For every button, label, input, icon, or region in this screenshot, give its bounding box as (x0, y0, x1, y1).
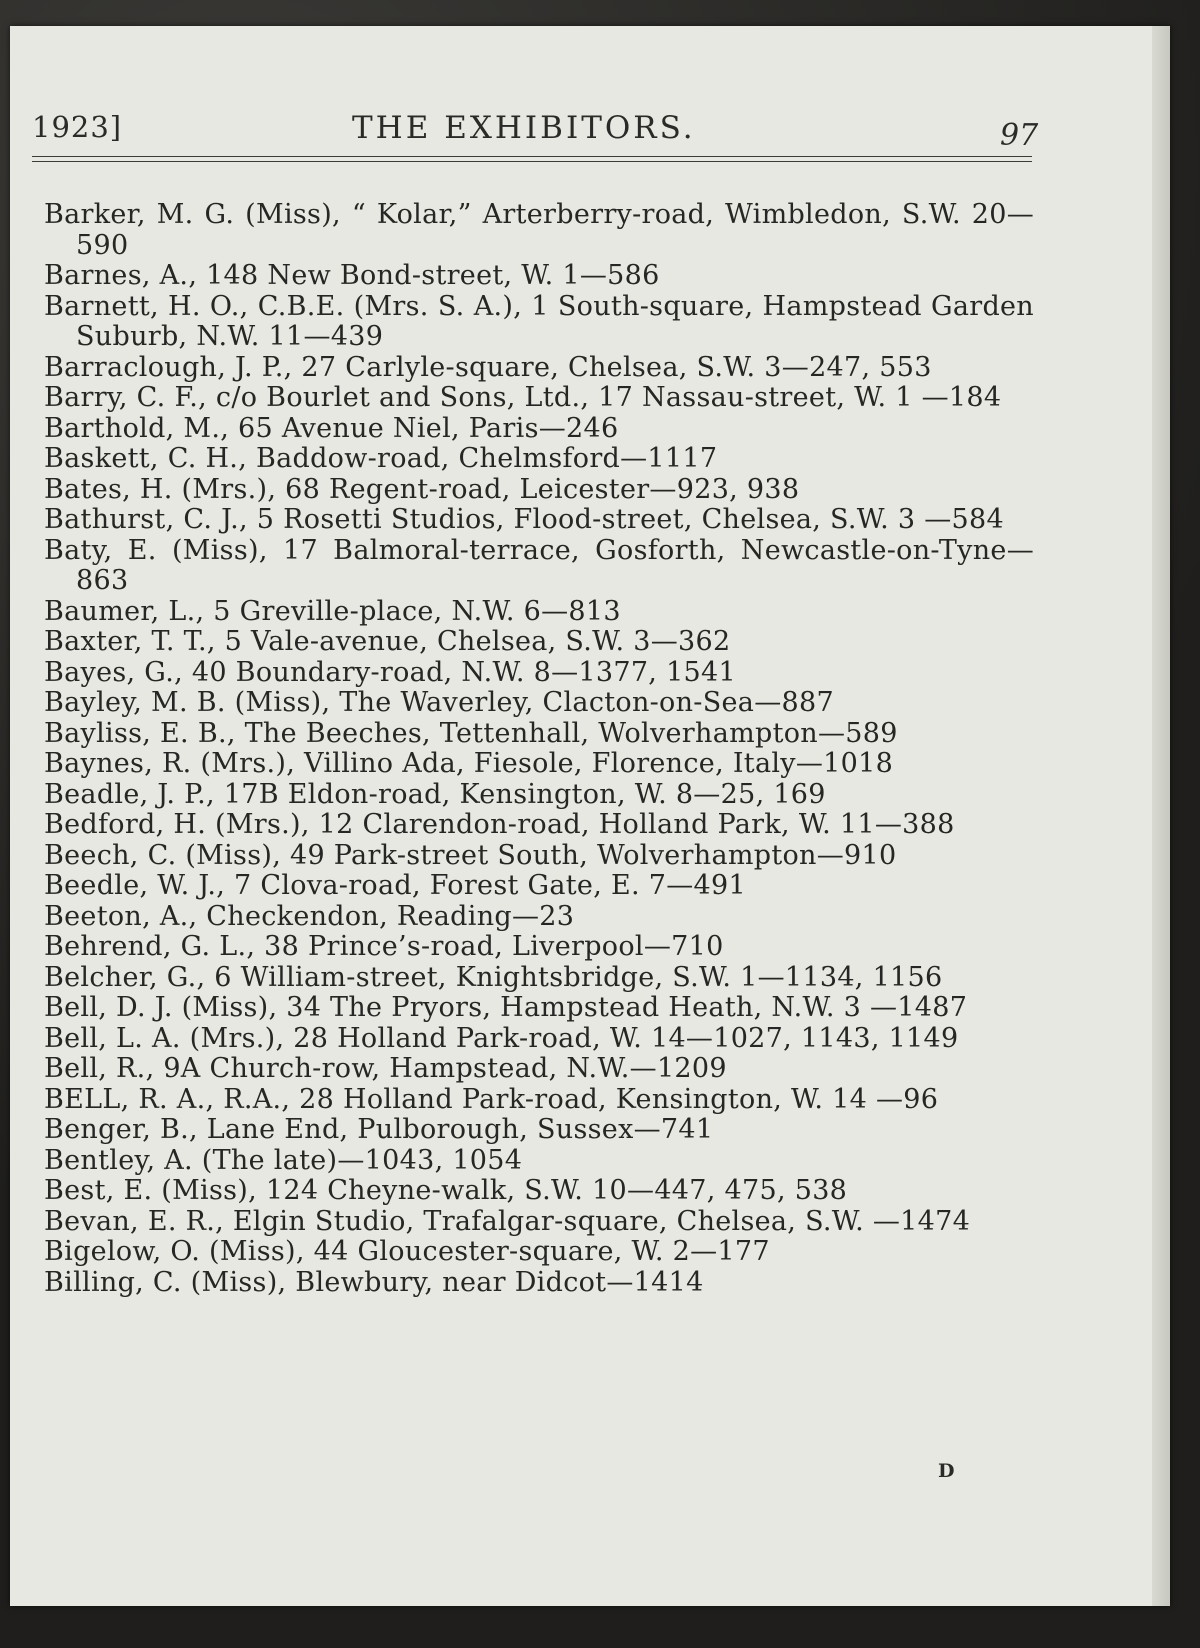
exhibitor-list (44, 200, 1034, 1298)
list-item: Bathurst, C. J., 5 Rosetti Studios, Flood-street, Chelsea, S.W. 3 —584 (44, 504, 1004, 535)
list-item: Bayes, G., 40 Boundary-road, N.W. 8—1377, 1541 (44, 656, 736, 688)
signature-mark: D (938, 1460, 955, 1482)
list-item: Barraclough, J. P., 27 Carlyle-square, Chelsea, S.W. 3—247, 553 (44, 351, 932, 383)
list-item: Bell, D. J. (Miss), 34 The Pryors, Hampstead Heath, N.W. 3 —1487 (44, 992, 968, 1023)
list-item: Bates, H. (Mrs.), 68 Regent-road, Leicester—923, 938 (44, 473, 800, 505)
list-item: Beadle, J. P., 17B Eldon-road, Kensington, W. 8—25, 169 (44, 778, 826, 810)
list-item: Behrend, G. L., 38 Prince’s-road, Liverpool—710 (44, 931, 724, 962)
list-item: Beech, C. (Miss), 49 Park-street South, Wolverhampton—910 (44, 839, 897, 871)
rule-line (32, 161, 1032, 162)
running-header (32, 88, 1039, 153)
list-item: Beeton, A., Checkendon, Reading—23 (44, 900, 575, 932)
header-year: 1923] (32, 110, 123, 144)
page-title: THE EXHIBITORS. (352, 110, 696, 146)
list-item: BELL, R. A., R.A., 28 Holland Park-road, Kensington, W. 14 —96 (44, 1083, 939, 1115)
page-number: 97 (1000, 118, 1039, 153)
list-item: Bedford, H. (Mrs.), 12 Clarendon-road, Holland Park, W. 11—388 (44, 809, 955, 840)
list-item: Baxter, T. T., 5 Vale-avenue, Chelsea, S.W. 3—362 (44, 626, 731, 657)
list-item: Beedle, W. J., 7 Clova-road, Forest Gate, E. 7—491 (44, 870, 746, 901)
list-item: Benger, B., Lane End, Pulborough, Sussex—741 (44, 1114, 714, 1145)
list-item: Barthold, M., 65 Avenue Niel, Paris—246 (44, 412, 619, 444)
list-item: Baskett, C. H., Baddow-road, Chelmsford—1117 (44, 443, 718, 474)
list-item: Barker, M. G. (Miss), “ Kolar,” Arterberry-road, Wimbledon, S.W. 20—590 (44, 199, 1034, 261)
list-item: Bevan, E. R., Elgin Studio, Trafalgar-square, Chelsea, S.W. —1474 (44, 1205, 971, 1237)
header-double-rule (32, 156, 1032, 166)
list-item: Bigelow, O. (Miss), 44 Gloucester-square, W. 2—177 (44, 1236, 770, 1267)
list-item: Baty, E. (Miss), 17 Balmoral-terrace, Gosforth, Newcastle-on-Tyne—863 (44, 534, 1034, 596)
rule-line (32, 156, 1032, 157)
list-item: Bell, R., 9A Church-row, Hampstead, N.W.—1209 (44, 1053, 727, 1084)
page-edge (1152, 26, 1170, 1606)
list-item: Bayley, M. B. (Miss), The Waverley, Clacton-on-Sea—887 (44, 687, 834, 718)
list-item: Barry, C. F., c/o Bourlet and Sons, Ltd., 17 Nassau-street, W. 1 —184 (44, 382, 1002, 413)
list-item: Bentley, A. (The late)—1043, 1054 (44, 1144, 523, 1176)
list-item: Barnett, H. O., C.B.E. (Mrs. S. A.), 1 South-square, Hampstead Garden Suburb, N.W. 11—439 (44, 290, 1034, 352)
list-item: Belcher, G., 6 William-street, Knightsbridge, S.W. 1—1134, 1156 (44, 961, 943, 993)
list-item: Baynes, R. (Mrs.), Villino Ada, Fiesole, Florence, Italy—1018 (44, 748, 894, 779)
list-item: Baumer, L., 5 Greville-place, N.W. 6—813 (44, 595, 621, 627)
list-item: Barnes, A., 148 New Bond-street, W. 1—586 (44, 260, 660, 291)
list-item: Best, E. (Miss), 124 Cheyne-walk, S.W. 10—447, 475, 538 (44, 1175, 848, 1206)
list-item: Bell, L. A. (Mrs.), 28 Holland Park-road, W. 14—1027, 1143, 1149 (44, 1022, 959, 1054)
list-item: Bayliss, E. B., The Beeches, Tettenhall, Wolverhampton—589 (44, 717, 898, 749)
list-item: Billing, C. (Miss), Blewbury, near Didcot—1414 (44, 1266, 704, 1298)
